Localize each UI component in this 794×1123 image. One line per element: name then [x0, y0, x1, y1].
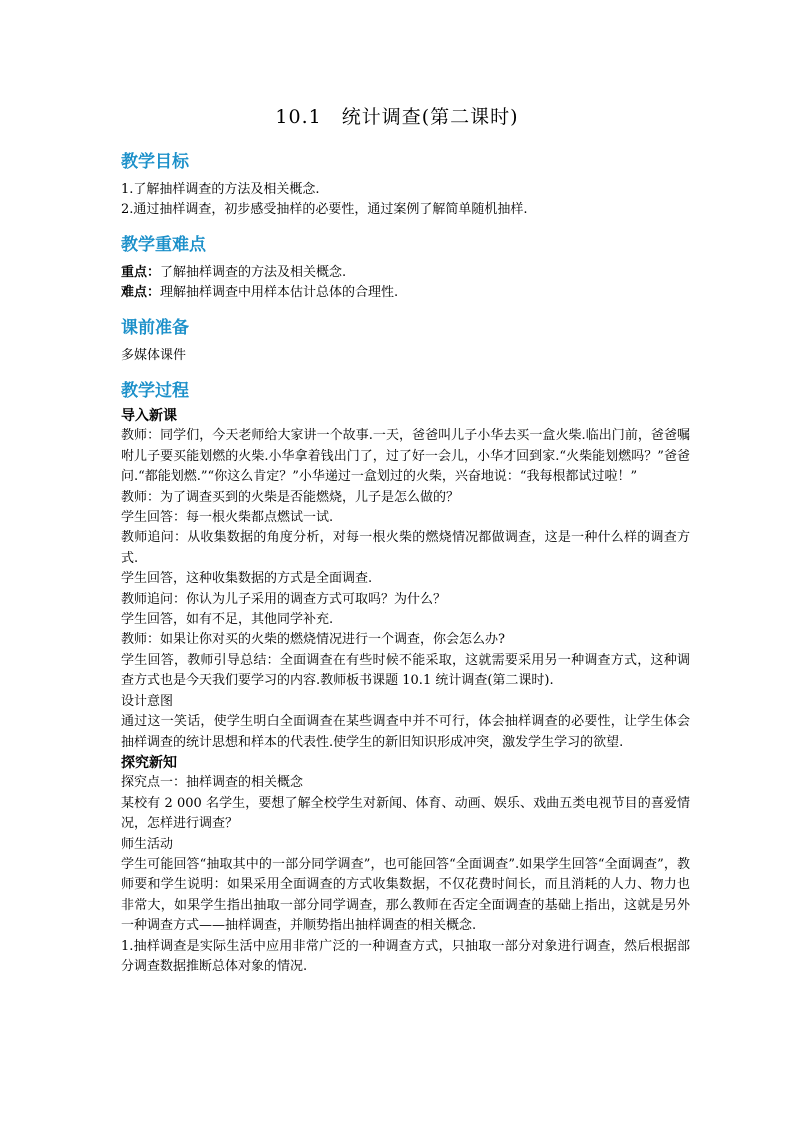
paragraph: 教师追问：你认为儿子采用的调查方式可取吗？为什么？: [121, 591, 447, 607]
prep-content: [121, 346, 690, 366]
paragraph: 教师：同学们，今天老师给大家讲一个故事.一天，爸爸叫儿子小华去买一盒火柴.临出门前，爸爸嘱咐儿子要买能划燃的火柴.小华拿着钱出门了，过了好一会儿，小华才回到家.“火柴能划燃吗？”爸爸问.“都能划燃.”“你这么肯定？”小华递过一盒划过的火柴，兴奋地说：“我每根都试过啦！”: [121, 428, 690, 485]
goal-item: 2.通过抽样调查，初步感受抽样的必要性，通过案例了解简单随机抽样.: [121, 202, 528, 218]
paragraph: 设计意图: [121, 693, 174, 709]
heading-process: 教学过程: [121, 381, 189, 401]
heading-goals: 教学目标: [121, 152, 189, 172]
goals-list: [121, 180, 690, 221]
difficulty-label: 难点：: [121, 285, 161, 301]
heading-prep: 课前准备: [121, 318, 189, 338]
paragraph: 学生回答，这种收集数据的方式是全面调查.: [121, 571, 373, 587]
focus-text: 了解抽样调查的方法及相关概念.: [160, 265, 347, 280]
paragraph: 通过这一笑话，使学生明白全面调查在某些调查中并不可行，体会抽样调查的必要性，让学生体会抽样调查的统计思想和样本的代表性.使学生的新旧知识形成冲突，激发学生学习的欲望.: [121, 714, 690, 750]
paragraph: 学生可能回答“抽取其中的一部分同学调查”，也可能回答“全面调查”.如果学生回答“全面调查”，教师要和学生说明：如果采用全面调查的方式收集数据，不仅花费时间长，而且消耗的人力、物力也非常大，如果学生指出抽取一部分同学调查，那么教师在否定全面调查的基础上指出，这就是另外一种调查方式——抽样调查，并顺势指出抽样调查的相关概念.: [121, 856, 690, 934]
intro-heading: 导入新课: [121, 408, 177, 424]
paragraph: 教师：为了调查买到的火柴是否能燃烧，儿子是怎么做的？: [121, 489, 460, 505]
process-content: [121, 406, 690, 977]
paragraph: 1.抽样调查是实际生活中应用非常广泛的一种调查方式，只抽取一部分对象进行调查，然后根据部分调查数据推断总体对象的情况.: [121, 938, 690, 974]
explore-heading: 探究新知: [121, 754, 177, 771]
paragraph: 学生回答，教师引导总结：全面调查在有些时候不能采取，这就需要采用另一种调查方式，这种调查方式也是今天我们要学习的内容.教师板书课题 10.1 统计调查(第二课时).: [121, 652, 690, 689]
paragraph: 探究点一：抽样调查的相关概念: [121, 775, 304, 791]
paragraph: 学生回答：每一根火柴都点燃试一试.: [121, 510, 334, 526]
prep-text: 多媒体课件: [121, 348, 187, 363]
key-points: [121, 263, 690, 304]
goal-item: 1.了解抽样调查的方法及相关概念.: [121, 182, 320, 197]
paragraph: 学生回答，如有不足，其他同学补充.: [121, 612, 334, 628]
heading-key-points: 教学重难点: [121, 235, 206, 255]
focus-label: 重点：: [121, 265, 161, 280]
paragraph: 教师追问：从收集数据的角度分析，对每一根火柴的燃烧情况都做调查，这是一种什么样的调查方式.: [121, 530, 690, 566]
difficulty-line: [121, 283, 690, 303]
paragraph: 教师：如果让你对买的火柴的燃烧情况进行一个调查，你会怎么办?: [121, 632, 505, 648]
difficulty-text: 理解抽样调查中用样本估计总体的合理性.: [160, 285, 399, 301]
focus-line: [121, 263, 690, 283]
page-title: 10.1 统计调查(第二课时): [275, 106, 519, 128]
paragraph: 师生活动: [121, 836, 174, 852]
paragraph: 某校有 2 000 名学生，要想了解全校学生对新闻、体育、动画、娱乐、戏曲五类电视节目的喜爱情况，怎样进行调查？: [121, 795, 690, 832]
